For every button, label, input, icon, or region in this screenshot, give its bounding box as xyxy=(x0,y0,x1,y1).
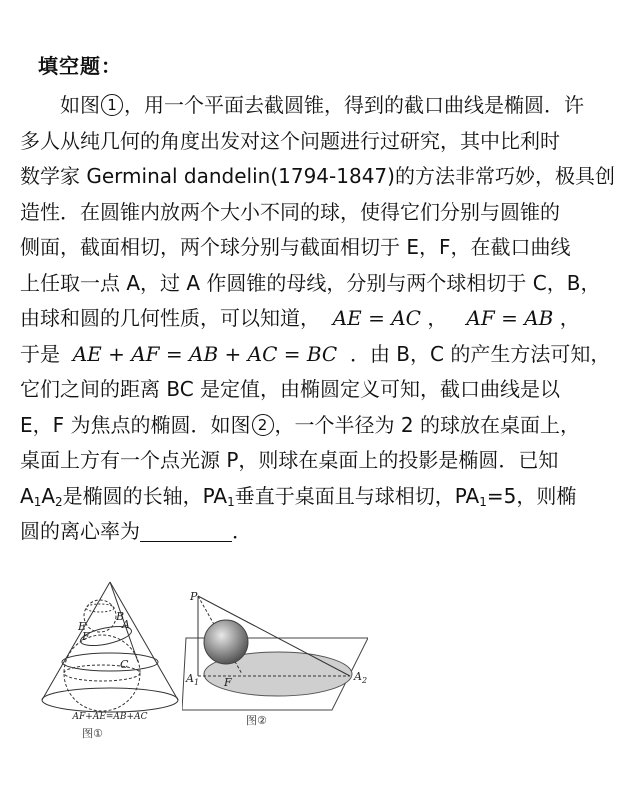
text-fragment: 由球和圆的几何性质，可以知道， xyxy=(20,306,320,330)
text-line-12 xyxy=(20,479,622,515)
label-A1-letter: A xyxy=(186,672,194,685)
subscript: 1 xyxy=(479,494,487,509)
subscript: 1 xyxy=(33,494,42,509)
figure-2-sphere xyxy=(182,578,368,728)
text-line-8 xyxy=(20,337,622,373)
text-fragment: ， xyxy=(559,306,580,330)
math-equation: AF = AB xyxy=(466,306,554,330)
label-A1-sub: 1 xyxy=(193,678,200,687)
circled-number-2: 2 xyxy=(252,414,274,436)
text-line-6: 上任取一点 A，过 A 作圆锥的母线，分别与两个球相切于 C，B， xyxy=(20,270,601,295)
figure-2-caption: 图② xyxy=(246,714,267,727)
text-line-10 xyxy=(20,408,622,444)
text-fragment: 是椭圆的长轴，PA xyxy=(62,483,228,508)
text-fragment: 如图 xyxy=(60,93,100,117)
math-equation: AE + AF = AB + AC = BC xyxy=(72,341,338,366)
text-line-1 xyxy=(20,88,622,124)
problem-text xyxy=(20,88,622,550)
text-fragment: ，用一个平面去截圆锥，得到的截口曲线是椭圆．许 xyxy=(124,93,584,117)
text-fragment: ．由 B，C 的产生方法可知， xyxy=(349,341,611,366)
label-F: F xyxy=(224,676,232,689)
text-fragment: ， xyxy=(427,306,448,330)
text-fragment: A xyxy=(41,483,56,508)
text-line-4: 造性．在圆锥内放两个大小不同的球，使得它们分别与圆锥的 xyxy=(20,199,560,224)
label-A1 xyxy=(185,672,199,687)
text-line-3: 数学家 Germinal dandelin(1794-1847)的方法非常巧妙，极具创 xyxy=(20,164,615,188)
text-line-9: 它们之间的距离 BC 是定值，由椭圆定义可知，截口曲线是以 xyxy=(20,377,561,401)
label-P: P xyxy=(190,590,198,603)
text-fragment: 圆的离心率为 xyxy=(20,519,140,543)
cone-formula: AF+AE=AB+AC xyxy=(72,712,148,722)
text-fragment: ． xyxy=(232,519,252,543)
label-F: F xyxy=(82,630,90,643)
text-line-13 xyxy=(20,514,622,550)
text-fragment: =5，则椭 xyxy=(486,483,577,508)
label-E: E xyxy=(78,620,87,633)
math-equation: AE = AC xyxy=(332,306,421,330)
text-fragment: 于是 xyxy=(20,341,60,366)
text-fragment: E，F 为焦点的椭圆．如图 xyxy=(20,412,251,437)
label-C: C xyxy=(120,658,129,671)
text-line-11: 桌面上方有一个点光源 P，则球在桌面上的投影是椭圆．已知 xyxy=(20,448,559,472)
text-fragment: 垂直于桌面且与球相切，PA xyxy=(234,483,480,508)
text-line-5: 侧面，截面相切，两个球分别与截面相切于 E，F，在截口曲线 xyxy=(20,235,571,259)
subscript: 2 xyxy=(55,494,63,509)
text-line-2: 多人从纯几何的角度出发对这个问题进行过研究，其中比利时 xyxy=(20,128,560,153)
label-A2-letter: A xyxy=(354,670,362,683)
text-fragment: ，一个半径为 2 的球放在桌面上， xyxy=(274,412,580,437)
label-A2-sub: 2 xyxy=(361,676,368,685)
text-fragment: A xyxy=(20,483,34,508)
figure-1-cone xyxy=(30,578,190,744)
label-A2 xyxy=(353,670,367,685)
figure-1-caption: 图① xyxy=(82,727,103,740)
text-line-7 xyxy=(20,301,622,337)
section-heading: 填空题： xyxy=(38,54,122,78)
label-A: A xyxy=(122,618,130,631)
label-B: B xyxy=(116,610,125,623)
circled-number-1: 1 xyxy=(101,94,123,116)
subscript: 1 xyxy=(227,494,235,509)
answer-blank[interactable] xyxy=(140,519,232,542)
